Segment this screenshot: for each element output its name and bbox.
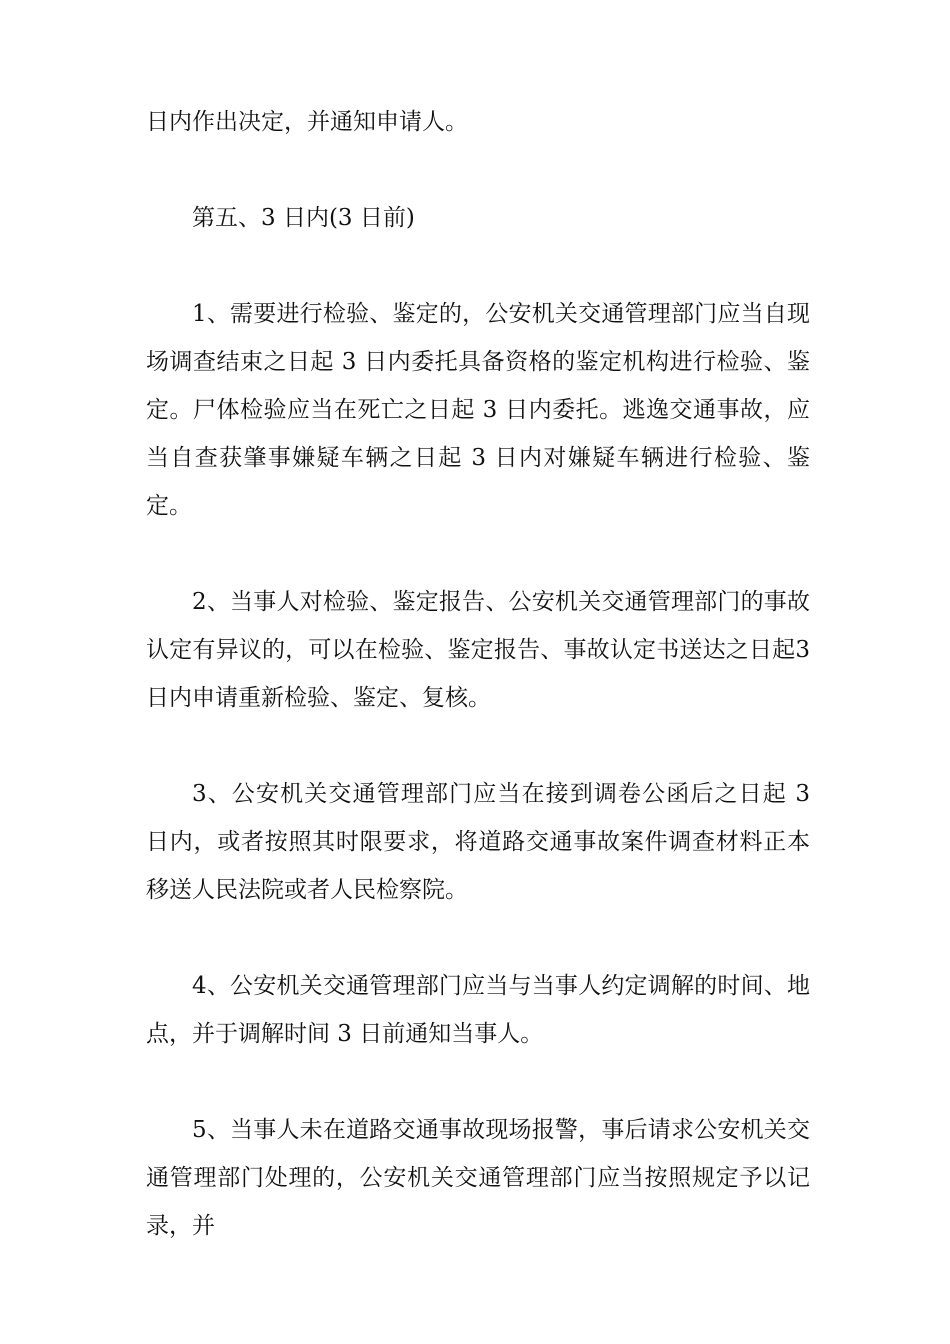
paragraph-item-1: 1、需要进行检验、鉴定的，公安机关交通管理部门应当自现场调查结束之日起 3 日内委托具备资格的鉴定机构进行检验、鉴定。尸体检验应当在死亡之日起 3 日内委托。逃逸交通事故，应当自查获肇事嫌疑车辆之日起 3 日内对嫌疑车辆进行检验、鉴定。 (146, 301, 810, 519)
paragraph-item-5: 5、当事人未在道路交通事故现场报警，事后请求公安机关交通管理部门处理的，公安机关交通管理部门应当按照规定予以记录，并 (146, 1117, 810, 1239)
paragraph-continuation: 日内作出决定，并通知申请人。 (146, 109, 468, 135)
paragraph-item-2: 2、当事人对检验、鉴定报告、公安机关交通管理部门的事故认定有异议的，可以在检验、鉴定报告、事故认定书送达之日起3 日内申请重新检验、鉴定、复核。 (146, 589, 810, 711)
section-heading: 第五、3 日内(3 日前) (192, 205, 415, 231)
document-body (146, 98, 810, 1250)
paragraph-item-3: 3、公安机关交通管理部门应当在接到调卷公函后之日起 3 日内，或者按照其时限要求，将道路交通事故案件调查材料正本移送人民法院或者人民检察院。 (146, 781, 810, 903)
paragraph-item-4: 4、公安机关交通管理部门应当与当事人约定调解的时间、地点，并于调解时间 3 日前通知当事人。 (146, 973, 810, 1047)
